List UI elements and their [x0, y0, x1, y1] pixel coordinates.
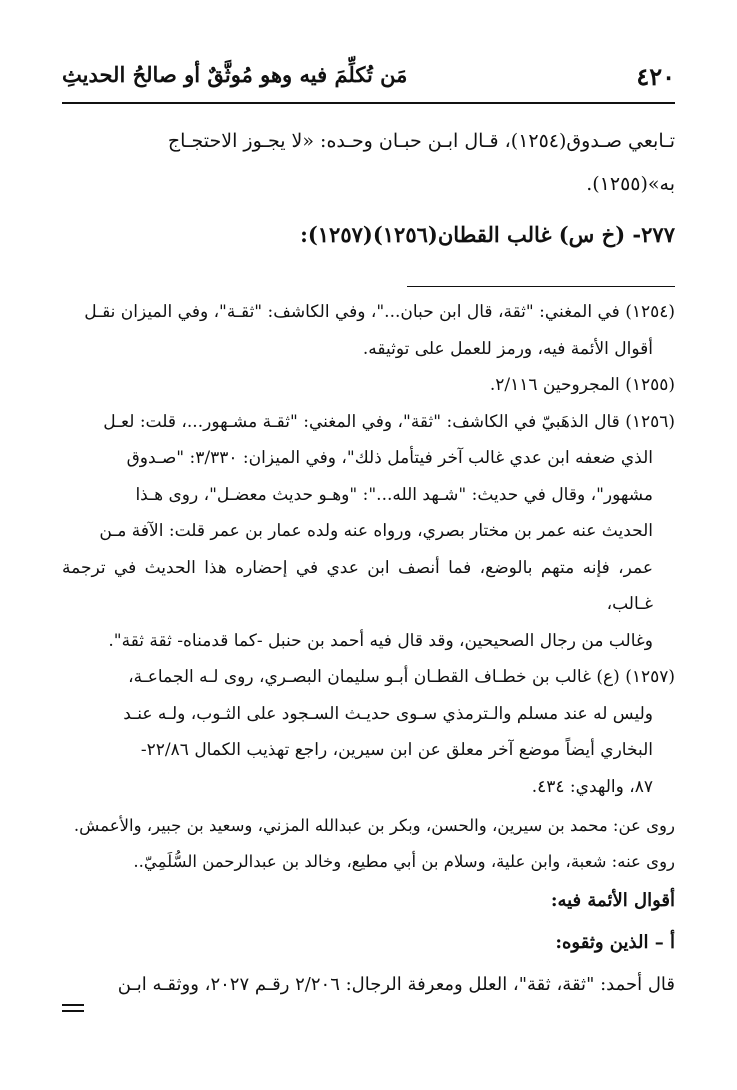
- narrated-from: روى عن: محمد بن سيرين، والحسن، وبكر بن عبدالله المزني، وسعيد بن جبير، والأعمش.: [73, 816, 675, 835]
- section-text-line: قال أحمد: "ثقة، ثقة"، العلل ومعرفة الرجال: ٢/٢٠٦ رقـم ٢٠٢٧، ووثقـه ابـن: [117, 974, 675, 995]
- footnote-line: وليس له عند مسلم والـترمذي سـوى حديـث السـجود على الثـوب، ولـه عنـد: [123, 703, 653, 724]
- main-text-line: تـابعي صـدوق(١٢٥٤)، قـال ابـن حبـان وحـده: «لا يجـوز الاحتجـاج: [167, 130, 675, 152]
- footnote-1256: [62, 404, 675, 441]
- footnote-1257: [62, 659, 675, 696]
- footnote-1255: [62, 367, 675, 404]
- footnote-line: الذي ضعفه ابن عدي غالب آخر فيتأمل ذلك"، وفي الميزان: ٣/٣٣٠: "صـدوق: [126, 448, 653, 468]
- footnote-line: في المغني: "ثقة، قال ابن حبان..."، وفي الكاشف: "ثقـة"، وفي الميزان نقـل: [84, 302, 620, 322]
- footnote-line: وغالب من رجال الصحيحين، وقد قال فيه أحمد بن حنبل -كما قدمناه- ثقة ثقة".: [108, 630, 653, 651]
- footnote-line: عمر، فإنه متهم بالوضع، فما أنصف ابن عدي في إحضاره هذا الحديث في ترجمة غـالب،: [62, 557, 653, 614]
- footnote-number: (١٢٥٤): [625, 302, 675, 322]
- page-number: ٤٢٠: [636, 62, 675, 91]
- scholars-opinions: [62, 880, 675, 1006]
- main-text: [62, 120, 675, 206]
- narrated-by: روى عنه: شعبة، وابن علية، وسلام بن أبي مطيع، وخالد بن عبدالرحمن السُّلَمِيّ..: [133, 852, 675, 871]
- footnote-number: (١٢٥٥): [625, 375, 675, 395]
- footnote-number: (١٢٥٦): [625, 411, 675, 432]
- footnote-line: المجروحين ٢/١١٦.: [489, 375, 620, 395]
- continuation-mark: [62, 1004, 84, 1014]
- running-title: مَن تُكلِّمَ فيه وهو مُوثَّقٌ أو صالحُ الحديثِ: [62, 62, 408, 87]
- footnote-1254: [62, 294, 675, 331]
- footnote-line: (ع) غالب بن خطـاف القطـان أبـو سليمان البصـري، روى لـه الجماعـة،: [128, 667, 620, 687]
- page-header: [62, 60, 675, 96]
- footnote-line: الحديث عنه عمر بن مختار بصري، ورواه عنه ولده عمار بن عمر قلت: الآفة مـن: [99, 521, 653, 541]
- footnotes: [62, 294, 675, 805]
- narrators: [62, 808, 675, 880]
- footnote-line: البخاري أيضاً موضع آخر معلق عن ابن سيرين، راجع تهذيب الكمال ٢٢/٨٦-: [140, 740, 653, 760]
- main-text-line: به»(١٢٥٥).: [586, 173, 675, 195]
- footnote-line: أقوال الأئمة فيه، ورمز للعمل على توثيقه.: [362, 338, 653, 359]
- entry-heading: ٢٧٧- (خ س) غالب القطان(١٢٥٦)(١٢٥٧):: [300, 222, 675, 247]
- footnote-number: (١٢٥٧): [625, 667, 675, 687]
- footnote-separator: [407, 286, 675, 287]
- footnote-line: ٨٧، والهدي: ٤٣٤.: [531, 776, 653, 797]
- continuation-mark-text: [62, 1018, 63, 1019]
- footnote-line: قال الذهَبيّ في الكاشف: "ثقة"، وفي المغني: "ثقـة مشـهور...، قلت: لعـل: [103, 411, 620, 432]
- footnote-line: مشهور"، وقال في حديث: "شـهد الله...": "وهـو حديث معضـل"، روى هـذا: [135, 484, 653, 505]
- section-subtitle: أ – الذين وثقوه:: [555, 932, 675, 953]
- header-rule: [62, 102, 675, 104]
- section-title: أقوال الأئمة فيه:: [550, 890, 675, 911]
